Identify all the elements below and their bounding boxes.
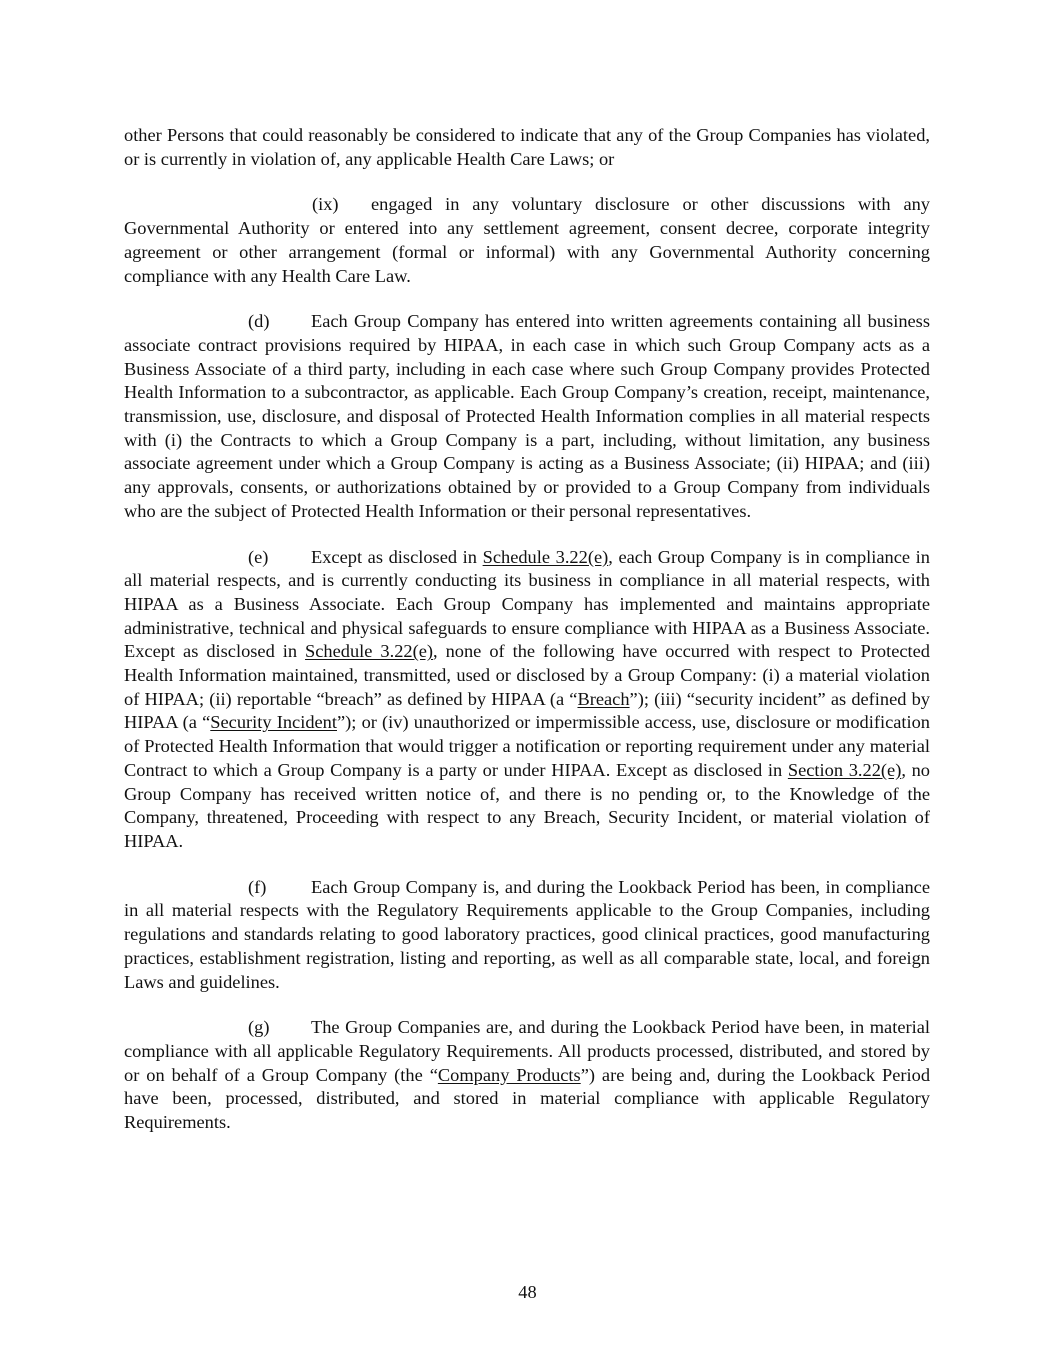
item-d-text: Each Group Company has entered into written agreements containing all business associate contract provisions required by HIPAA, in each case in which such Group Company acts as a Business Associate of a third party, including in each case where such Group Company provides Protected Health Information to a subcontractor, as applicable. Each Group Company’s creation, receipt, maintenance, transmission, use, disclosure, and disposal of Protected Health Information complies in all material respects with (i) the Contracts to which a Group Company is a part, including, without limitation, any business associate agreement under which a Group Company is acting as a Business Associate; (ii) HIPAA; and (iii) any approvals, consents, or authorizations obtained by or provided to a Group Company from individuals who are the subject of Protected Health Information or their personal representatives. — [124, 311, 930, 521]
item-f-paragraph — [124, 876, 930, 995]
item-f-text: Each Group Company is, and during the Lookback Period has been, in compliance in all material respects with the Regulatory Requirements applicable to the Group Companies, including regulations and standards relating to good laboratory practices, good clinical practices, good manufacturing practices, establishment registration, listing and reporting, as well as all comparable state, local, and foreign Laws and guidelines. — [124, 876, 930, 992]
item-d-paragraph — [124, 310, 930, 523]
defined-term-breach: Breach — [577, 688, 630, 709]
item-ix-label: (ix) — [312, 194, 339, 215]
item-e-label: (e) — [248, 546, 269, 567]
schedule-reference: Schedule 3.22(e) — [482, 546, 609, 567]
item-ix-paragraph — [124, 193, 930, 288]
item-f-label: (f) — [248, 876, 267, 897]
item-g-text-2: ”) are being and, during the Lookback Period have been, processed, distributed, and stored in material compliance with applicable Regulatory Requirements. — [124, 1064, 931, 1133]
item-e-text-3: , none of the following have occurred with respect to Protected Health Information maintained, transmitted, used or disclosed by a Group Company: (i) a material violation of HIPAA; (ii) reportable “breach” as defined by HIPAA (a “ — [124, 641, 930, 709]
item-e-paragraph — [124, 546, 930, 854]
item-e-text-5: ”); or (iv) unauthorized or impermissible access, use, disclosure or modification of Protected Health Information that would trigger a notification or reporting requirement under any material Contract to which a Group Company is a party or under HIPAA. Except as disclosed in — [124, 712, 931, 780]
item-ix-text: engaged in any voluntary disclosure or other discussions with any Governmental Authority or entered into any settlement agreement, consent decree, corporate integrity agreement or other arrangement (formal or informal) with any Governmental Authority concerning compliance with any Health Care Law. — [124, 194, 930, 286]
item-d-label: (d) — [248, 311, 270, 332]
item-g-paragraph — [124, 1016, 930, 1135]
item-g-label: (g) — [248, 1017, 270, 1038]
item-e-text-1: Except as disclosed in — [311, 546, 483, 567]
section-reference: Section 3.22(e) — [787, 759, 902, 780]
document-page — [124, 124, 930, 1157]
continuation-text: other Persons that could reasonably be considered to indicate that any of the Group Companies has violated, or is currently in violation of, any applicable Health Care Laws; or — [124, 125, 930, 169]
defined-term-company-products: Company Products — [437, 1064, 581, 1085]
item-g-text-1: The Group Companies are, and during the Lookback Period have been, in material compliance with all applicable Regulatory Requirements. All products processed, distributed, and stored by or on behalf of a Group Company (the “ — [124, 1017, 930, 1085]
item-e-text-2: , each Group Company is in compliance in all material respects, and is currently conducting its business in compliance in all material respects, with HIPAA as a Business Associate. Each Group Company has implemented and maintains appropriate administrative, technical and physical safeguards to ensure compliance with HIPAA as a Business Associate. Except as disclosed in — [124, 546, 930, 662]
item-e-text-6: , no Group Company has received written notice of, and there is no pending or, to the Knowledge of the Company, threatened, Proceeding with respect to any Breach, Security Incident, or material violation of HIPAA. — [124, 759, 931, 851]
defined-term-security-incident: Security Incident — [210, 712, 337, 733]
page-number: 48 — [518, 1282, 537, 1302]
schedule-reference: Schedule 3.22(e) — [305, 641, 434, 662]
item-e-text-4: ”); (iii) “security incident” as defined by HIPAA (a “ — [124, 688, 930, 733]
continuation-paragraph — [124, 124, 930, 171]
